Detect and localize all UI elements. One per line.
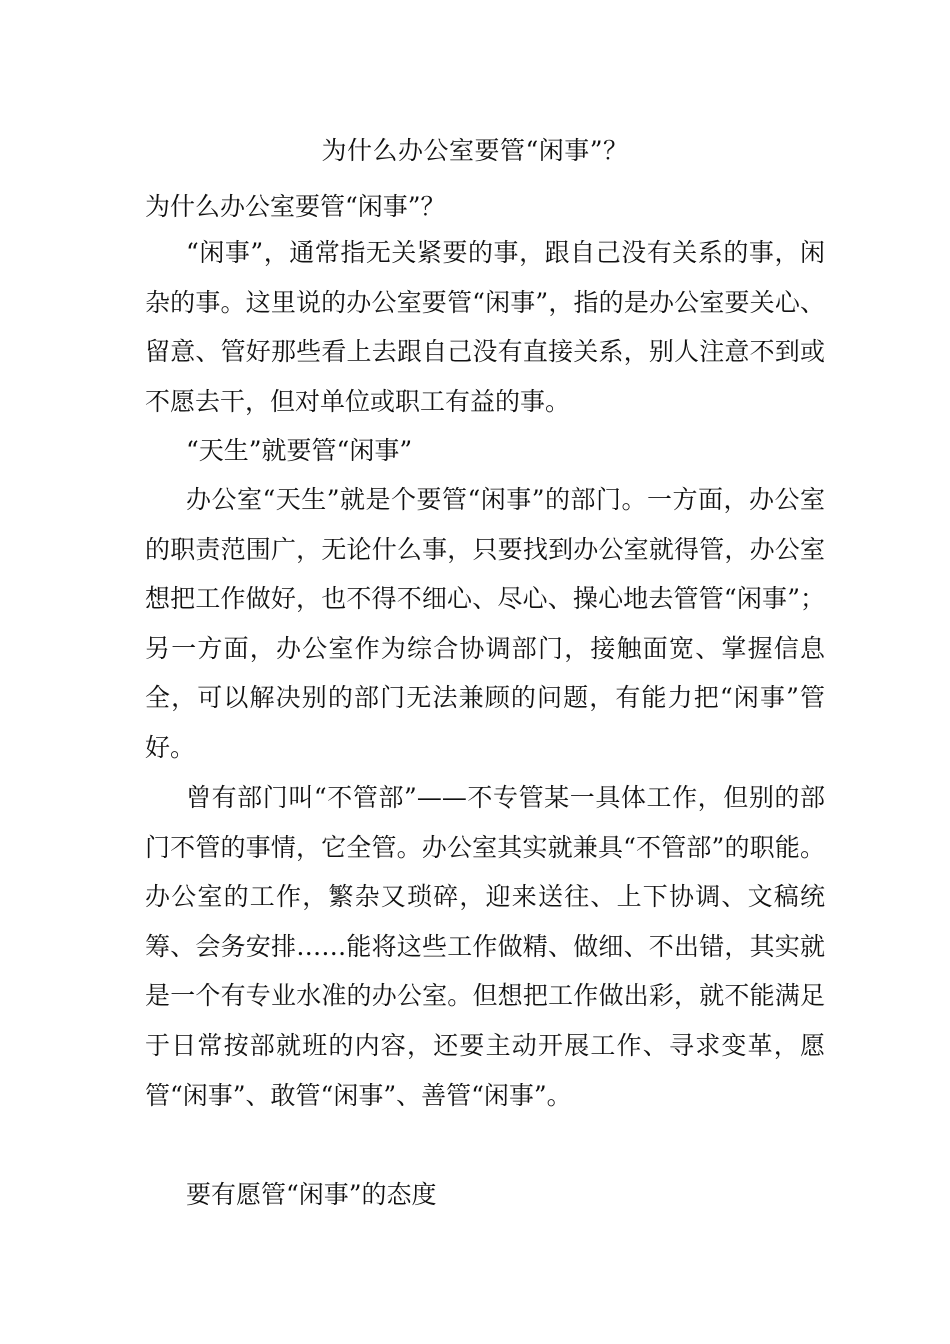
paragraph-no-management-dept: 曾有部门叫“不管部”——不专管某一具体工作，但别的部门不管的事情，它全管。办公室其实就兼具“不管部”的职能。办公室的工作，繁杂又琐碎，迎来送往、上下协调、文稿统筹、会务安排……能将这些工作做精、做细、不出错，其实就是一个有专业水准的办公室。但想把工作做出彩，就不能满足于日常按部就班的内容，还要主动开展工作、寻求变革，愿管“闲事”、敢管“闲事”、善管“闲事”。 [145,783,825,1110]
document-subtitle: 为什么办公室要管“闲事”？ [145,192,446,221]
document-title: 为什么办公室要管“闲事”？ [321,136,629,165]
paragraph-office-nature: 办公室“天生”就是个要管“闲事”的部门。一方面，办公室的职责范围广，无论什么事，只要找到办公室就得管，办公室想把工作做好，也不得不细心、尽心、操心地去管管“闲事”；另一方面，办公室作为综合协调部门，接触面宽、掌握信息全，可以解决别的部门无法兼顾的问题，有能力把“闲事”管好。 [145,485,825,762]
paragraph-intro: “闲事”，通常指无关紧要的事，跟自己没有关系的事，闲杂的事。这里说的办公室要管“闲事”，指的是办公室要关心、留意、管好那些看上去跟自己没有直接关系，别人注意不到或不愿去干，但对单位或职工有益的事。 [145,238,825,416]
section-heading-born-to-manage: “天生”就要管“闲事” [186,436,413,465]
section-heading-attitude: 要有愿管“闲事”的态度 [186,1180,437,1209]
